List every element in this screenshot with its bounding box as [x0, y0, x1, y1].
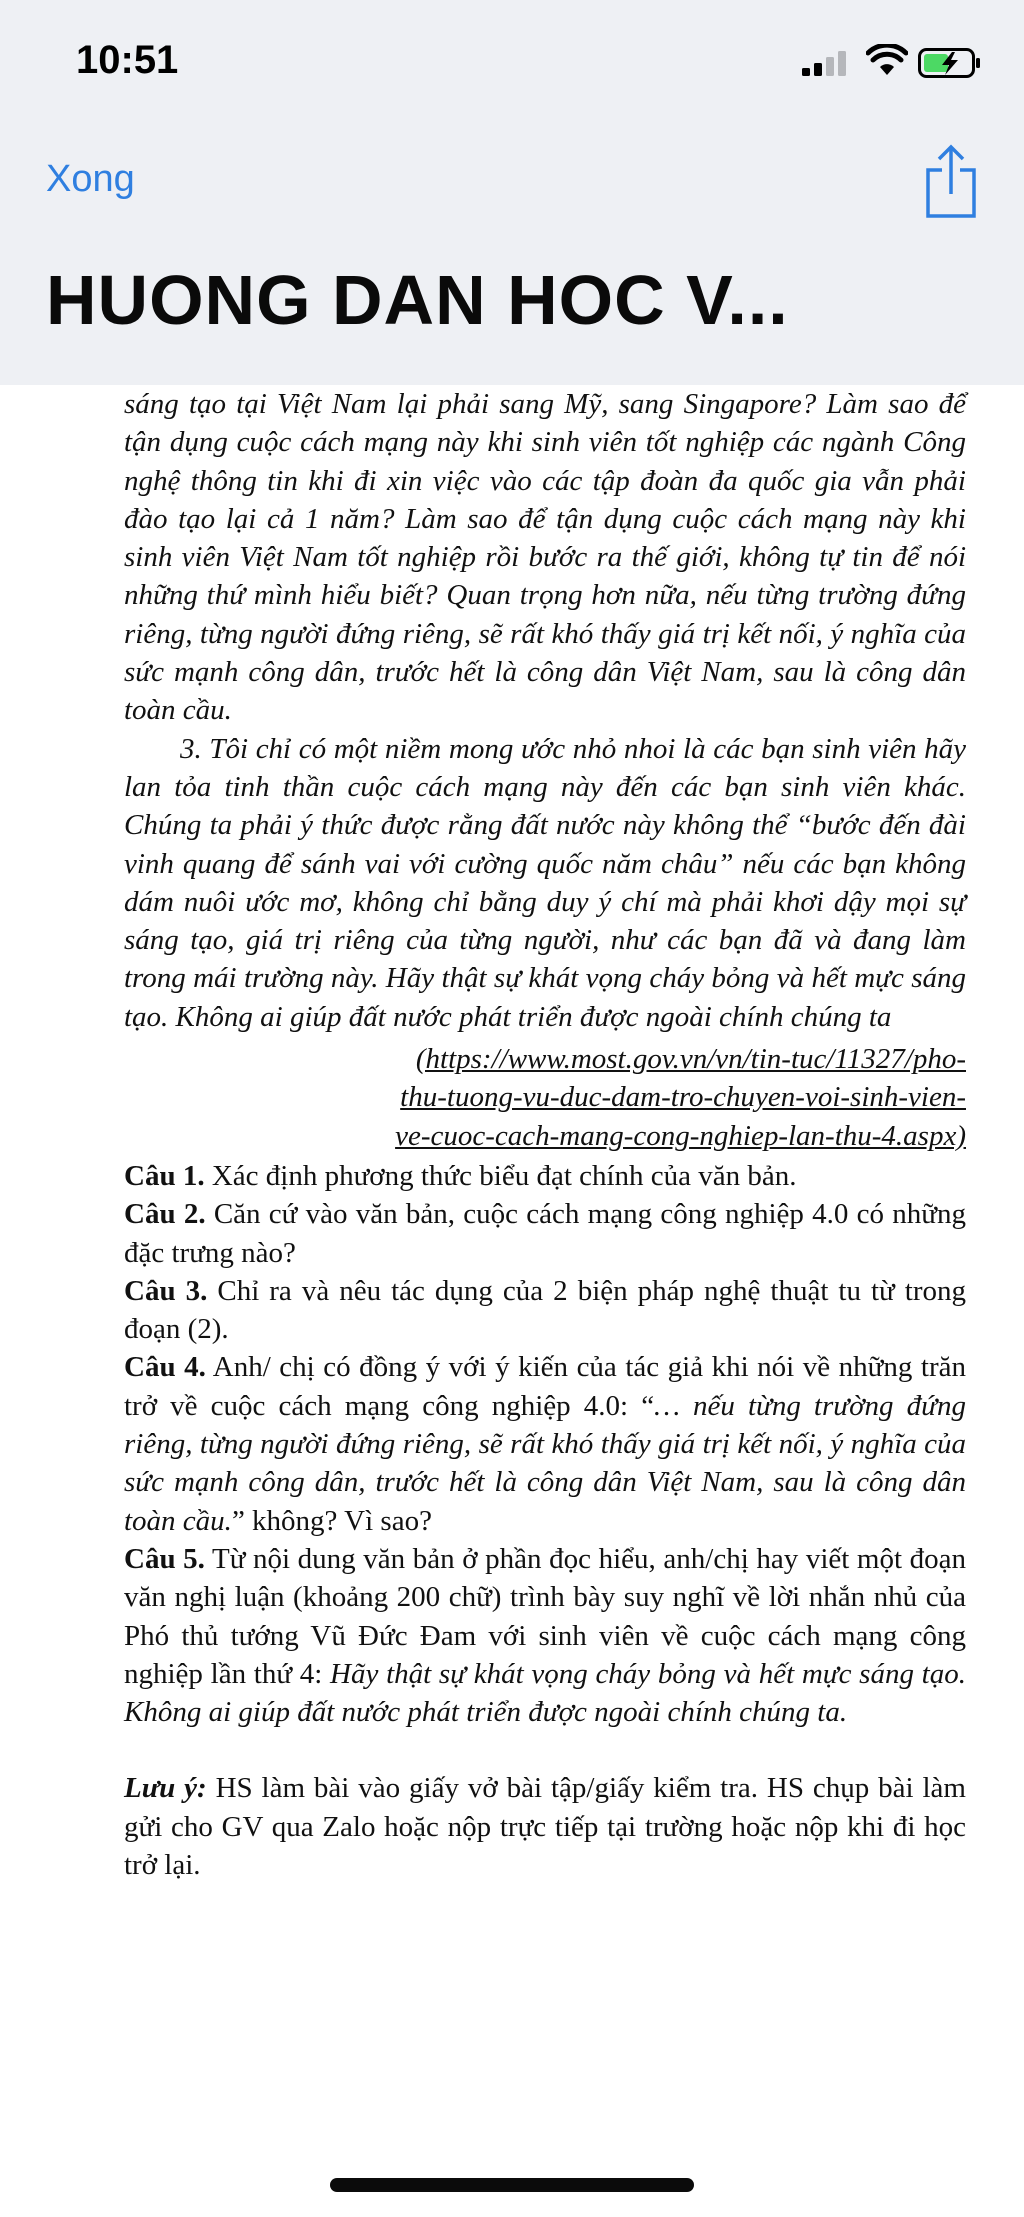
paragraph-intro: sáng tạo tại Việt Nam lại phải sang Mỹ, sang Singapore? Làm sao để tận dụng cuộc cách mạng này khi sinh viên tốt nghiệp các ngành Công nghệ thông tin khi đi xin việc vào các tập đoàn đa quốc gia vẫn phải đào tạo lại cả 1 năm? Làm sao để tận dụng cuộc cách mạng này khi sinh viên Việt Nam tốt nghiệp rồi bước ra thế giới, không tự tin để nói những thứ mình hiểu biết? Quan trọng hơn nữa, nếu từng trường đứng riêng, từng người đứng riêng, sẽ rất khó thấy giá trị kết nối, ý nghĩa của sức mạnh công dân, trước hết là công dân Việt Nam, sau là công dân toàn cầu. [124, 388, 966, 727]
question-text: Anh/ chị có đồng ý với ý kiến của tác giả khi nói về những trăn trở về cuộc cách mạng công nghiệp 4.0: “ [124, 1351, 966, 1422]
question-1 [124, 1157, 966, 1195]
question-text: Căn cứ vào văn bản, cuộc cách mạng công nghiệp 4.0 có những đặc trưng nào? [124, 1198, 966, 1269]
cellular-signal-icon [802, 50, 850, 76]
question-label: Câu 1. [124, 1159, 205, 1192]
question-label: Câu 3. [124, 1274, 208, 1307]
source-line[interactable]: thu-tuong-vu-duc-dam-tro-chuyen-voi-sinh-vien- [400, 1081, 966, 1114]
question-text: ” không? Vì sao? [231, 1504, 432, 1537]
question-label: Câu 2. [124, 1198, 206, 1231]
battery-charging-icon [918, 48, 982, 78]
source-line[interactable]: (https://www.most.gov.vn/vn/tin-tuc/11327/pho- [415, 1043, 966, 1076]
source-line[interactable]: ve-cuoc-cach-mang-cong-nghiep-lan-thu-4.aspx) [395, 1119, 966, 1152]
wifi-icon [866, 44, 908, 76]
note [124, 1769, 966, 1884]
note-text: HS làm bài vào giấy vở bài tập/giấy kiểm tra. HS chụp bài làm gửi cho GV qua Zalo hoặc nộp trực tiếp tại trường hoặc nộp khi đi học trở lại. [124, 1772, 966, 1881]
question-label: Câu 5. [124, 1542, 205, 1575]
question-quote: Hãy thật sự khát vọng cháy bỏng và hết mực sáng tạo. Không ai giúp đất nước phát triển được ngoài chính chúng ta. [124, 1657, 966, 1729]
nav-header [0, 130, 1024, 385]
status-bar [0, 0, 1024, 130]
question-3 [124, 1272, 966, 1349]
question-5 [124, 1540, 966, 1731]
paragraph-3: 3. Tôi chỉ có một niềm mong ước nhỏ nhoi là các bạn sinh viên hãy lan tỏa tinh thần cuộc cách mạng này đến các bạn sinh viên khác. Chúng ta phải ý thức được rằng đất nước này không thể “bước đến đài vinh quang để sánh vai với cường quốc năm châu” nếu các bạn không dám nuôi ước mơ, không chỉ bằng duy ý chí mà phải khơi dậy mọi sự sáng tạo, giá trị riêng của từng người, như các bạn đã và đang làm trong mái trường này. Hãy thật sự khát vọng cháy bỏng và hết mực sáng tạo. Không ai giúp đất nước phát triển được ngoài chính chúng ta [124, 732, 966, 1033]
question-text: Xác định phương thức biểu đạt chính của văn bản. [204, 1159, 797, 1192]
document-title: HUONG DAN HOC V... [46, 261, 789, 339]
source-link[interactable] [124, 1040, 966, 1155]
document-page [124, 385, 966, 1884]
question-2 [124, 1195, 966, 1272]
status-time: 10:51 [76, 38, 179, 82]
question-text: Từ nội dung văn bản ở phần đọc hiểu, anh/chị hay viết một đoạn văn nghị luận (khoảng 200 chữ) trình bày suy nghĩ về lời nhắn nhủ của Phó thủ tướng Vũ Đức Đam với sinh viên về cuộc cách mạng công nghiệp lần thứ 4: [124, 1542, 966, 1690]
note-label: Lưu ý: [124, 1772, 207, 1805]
question-4 [124, 1348, 966, 1539]
question-text: Chỉ ra và nêu tác dụng của 2 biện pháp nghệ thuật tu từ trong đoạn (2). [124, 1274, 966, 1346]
home-indicator[interactable] [330, 2178, 694, 2192]
question-quote: … nếu từng trường đứng riêng, từng người đứng riêng, sẽ rất khó thấy giá trị kết nối, ý nghĩa của sức mạnh công dân, trước hết là công dân Việt Nam, sau là công dân toàn cầu. [124, 1389, 966, 1537]
question-label: Câu 4. [124, 1351, 206, 1384]
share-icon[interactable] [922, 144, 980, 220]
done-button[interactable]: Xong [46, 158, 135, 200]
